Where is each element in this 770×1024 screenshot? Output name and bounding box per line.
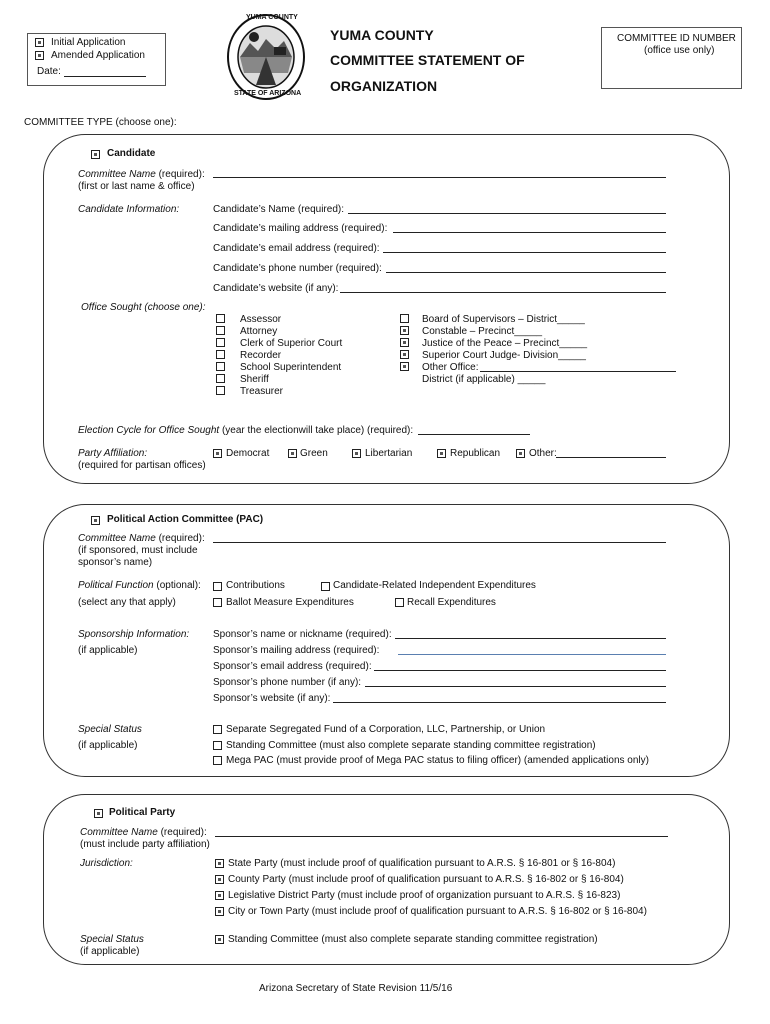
party-republican-label: Republican [450,448,501,459]
jurisdiction-city-label: City or Town Party (must include proof of qualification pursuant to A.R.S. § 16-802 or § 16-804) [228,906,647,917]
pac-checkbox[interactable] [91,516,100,525]
form-title-line1: COMMITTEE STATEMENT OF [330,52,525,68]
office-recorder-checkbox[interactable] [216,350,225,359]
candidate-website-field[interactable] [340,292,666,293]
party-libertarian-label: Libertarian [365,448,413,459]
party-green-checkbox[interactable] [288,449,297,458]
office-board-supervisors-label: Board of Supervisors – District_____ [422,314,585,325]
county-title: YUMA COUNTY [330,27,434,43]
party-democrat-checkbox[interactable] [213,449,222,458]
office-sought-label: Office Sought (choose one): [81,302,206,313]
pac-title: Political Action Committee (PAC) [107,514,264,525]
party-republican-checkbox[interactable] [437,449,446,458]
party-democrat-label: Democrat [226,448,270,459]
function-candidate-ie-checkbox[interactable] [321,582,330,591]
date-field[interactable] [64,76,146,77]
function-recall-label: Recall Expenditures [407,597,496,608]
candidate-info-label: Candidate Information: [78,204,180,215]
sponsor-address-label: Sponsor’s mailing address (required): [213,645,380,656]
candidate-address-field[interactable] [393,232,666,233]
office-other-field[interactable] [480,371,676,372]
amended-application-checkbox[interactable] [35,51,44,60]
sponsor-website-label: Sponsor’s website (if any): [213,693,331,704]
function-ballot-measure-label: Ballot Measure Expenditures [226,597,354,608]
office-sheriff-label: Sheriff [240,374,269,385]
jurisdiction-county-label: County Party (must include proof of qualification pursuant to A.R.S. § 16-802 or § 16-804) [228,874,624,885]
candidate-field-website-label: Candidate’s website (if any): [213,283,339,294]
office-treasurer-checkbox[interactable] [216,386,225,395]
candidate-field-phone-label: Candidate’s phone number (required): [213,263,382,274]
candidate-email-field[interactable] [383,252,666,253]
sponsor-name-label: Sponsor’s name or nickname (required): [213,629,392,640]
office-assessor-label: Assessor [240,314,282,325]
office-other-label: Other Office: [422,362,479,373]
party-committee-name-label [80,827,207,838]
special-ssf-checkbox[interactable] [213,725,222,734]
office-district-label: District (if applicable) _____ [422,374,546,385]
pac-committee-name-label [78,533,205,544]
party-standing-committee-label: Standing Committee (must also complete separate standing committee registration) [228,934,598,945]
party-other-label: Other: [529,448,557,459]
sponsor-phone-label: Sponsor’s phone number (if any): [213,677,362,688]
jurisdiction-state-checkbox[interactable] [215,859,224,868]
label-rest: (required): [155,533,205,544]
office-sheriff-checkbox[interactable] [216,374,225,383]
label-rest: (required): [155,169,205,180]
committee-id-note: (office use only) [644,45,715,56]
political-party-checkbox[interactable] [94,809,103,818]
political-function-label [78,580,201,591]
jurisdiction-label: Jurisdiction: [80,858,133,869]
form-title-line2: ORGANIZATION [330,78,438,94]
label-italic: Committee Name [80,827,158,838]
party-green-label: Green [300,448,328,459]
office-attorney-label: Attorney [240,326,278,337]
sponsor-website-field[interactable] [333,702,666,703]
sponsorship-sub: (if applicable) [78,645,138,656]
office-justice-peace-label: Justice of the Peace – Precinct_____ [422,338,588,349]
jurisdiction-county-checkbox[interactable] [215,875,224,884]
office-superior-court-judge-checkbox[interactable] [400,350,409,359]
special-standing-checkbox[interactable] [213,741,222,750]
committee-type-heading: COMMITTEE TYPE (choose one): [24,117,177,128]
political-party-title: Political Party [109,807,176,818]
party-special-status-sub: (if applicable) [80,946,140,957]
candidate-field-email-label: Candidate’s email address (required): [213,243,380,254]
sponsor-address-field[interactable] [398,654,666,655]
seal-top-text: YUMA COUNTY [246,14,298,21]
party-standing-committee-checkbox[interactable] [215,935,224,944]
election-cycle-label [78,425,413,436]
office-constable-checkbox[interactable] [400,326,409,335]
party-other-checkbox[interactable] [516,449,525,458]
office-attorney-checkbox[interactable] [216,326,225,335]
candidate-field-address-label: Candidate’s mailing address (required): [213,223,388,234]
party-committee-name-field[interactable] [215,836,668,837]
party-affiliation-label: Party Affiliation: [78,448,148,459]
pac-committee-name-sub2: sponsor’s name) [78,557,153,568]
footer-revision: Arizona Secretary of State Revision 11/5/16 [259,983,453,994]
party-affiliation-sub: (required for partisan offices) [78,460,206,471]
office-assessor-checkbox[interactable] [216,314,225,323]
committee-id-label: COMMITTEE ID NUMBER [617,33,736,44]
jurisdiction-state-label: State Party (must include proof of qualification pursuant to A.R.S. § 16-801 or § 16-804) [228,858,616,869]
sponsor-phone-field[interactable] [365,686,666,687]
label-italic: Political Function [78,580,154,591]
function-recall-checkbox[interactable] [395,598,404,607]
party-other-field[interactable] [556,457,666,458]
function-contributions-label: Contributions [226,580,285,591]
date-label: Date: [37,66,61,77]
candidate-title: Candidate [107,148,156,159]
candidate-checkbox[interactable] [91,150,100,159]
special-ssf-label: Separate Segregated Fund of a Corporation, LLC, Partnership, or Union [226,724,546,735]
pac-committee-name-sub1: (if sponsored, must include [78,545,198,556]
special-mega-pac-label: Mega PAC (must provide proof of Mega PAC status to filing officer) (amended applications only) [226,755,649,766]
label-italic: Election Cycle for Office Sought [78,425,220,436]
yuma-county-seal [226,13,306,101]
office-board-supervisors-checkbox[interactable] [400,314,409,323]
sponsor-email-field[interactable] [374,670,666,671]
label-italic: Committee Name [78,533,156,544]
office-justice-peace-checkbox[interactable] [400,338,409,347]
candidate-committee-name-sub: (first or last name & office) [78,181,195,192]
function-contributions-checkbox[interactable] [213,582,222,591]
special-standing-label: Standing Committee (must also complete separate standing committee registration) [226,740,596,751]
amended-application-label: Amended Application [51,50,145,61]
election-cycle-field[interactable] [418,434,530,435]
special-mega-pac-checkbox[interactable] [213,756,222,765]
label-rest: (optional): [153,580,201,591]
label-rest: (required): [157,827,207,838]
pac-special-status-sub: (if applicable) [78,740,138,751]
sponsorship-label: Sponsorship Information: [78,629,190,640]
pac-special-status-label: Special Status [78,724,142,735]
office-constable-label: Constable – Precinct_____ [422,326,543,337]
office-clerk-checkbox[interactable] [216,338,225,347]
candidate-phone-field[interactable] [386,272,666,273]
candidate-field-name-label: Candidate’s Name (required): [213,204,344,215]
jurisdiction-city-checkbox[interactable] [215,907,224,916]
candidate-committee-name-label [78,169,205,180]
sponsor-name-field[interactable] [395,638,666,639]
party-libertarian-checkbox[interactable] [352,449,361,458]
party-special-status-label: Special Status [80,934,144,945]
pac-committee-name-field[interactable] [213,542,666,543]
office-treasurer-label: Treasurer [240,386,283,397]
office-clerk-label: Clerk of Superior Court [240,338,343,349]
office-recorder-label: Recorder [240,350,282,361]
sponsor-email-label: Sponsor’s email address (required): [213,661,372,672]
candidate-name-field[interactable] [348,213,666,214]
initial-application-label: Initial Application [51,37,126,48]
label-italic: Committee Name [78,169,156,180]
jurisdiction-legislative-label: Legislative District Party (must include proof of organization pursuant to A.R.S. § 16-823) [228,890,621,901]
office-superior-court-judge-label: Superior Court Judge- Division_____ [422,350,586,361]
initial-application-checkbox[interactable] [35,38,44,47]
function-candidate-ie-label: Candidate-Related Independent Expenditures [333,580,536,591]
political-function-sub: (select any that apply) [78,597,176,608]
label-rest: (year the electionwill take place) (required): [219,425,414,436]
party-committee-name-sub: (must include party affiliation) [80,839,210,850]
seal-bottom-text: STATE OF ARIZONA [234,90,302,97]
function-ballot-measure-checkbox[interactable] [213,598,222,607]
office-school-superintendent-checkbox[interactable] [216,362,225,371]
office-school-superintendent-label: School Superintendent [240,362,342,373]
candidate-committee-name-field[interactable] [213,177,666,178]
jurisdiction-legislative-checkbox[interactable] [215,891,224,900]
office-other-checkbox[interactable] [400,362,409,371]
